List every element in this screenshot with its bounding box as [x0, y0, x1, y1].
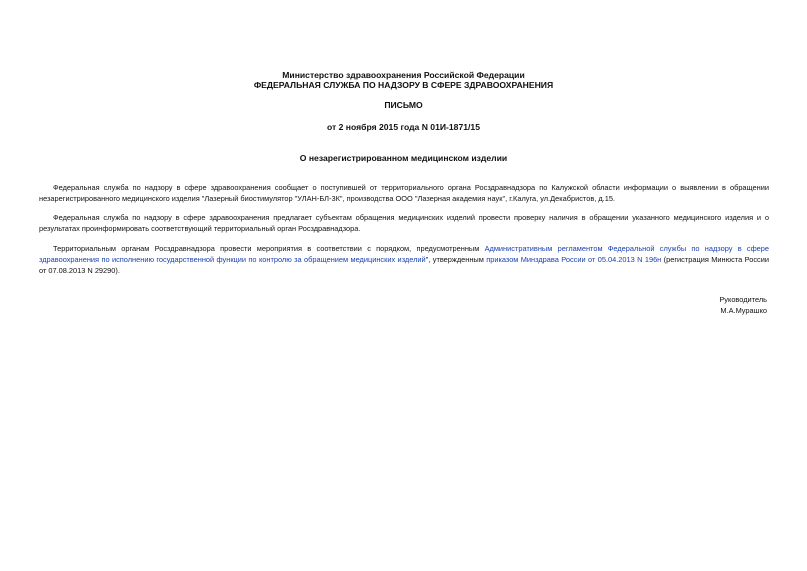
- paragraph-3-text-middle: ", утвержденным: [425, 255, 487, 265]
- signatory-name: М.А.Мурашко: [720, 305, 767, 315]
- document-subject: О незарегистрированном медицинском изделии: [299, 153, 508, 163]
- regulation-link[interactable]: Административным регламентом Федеральной службы по надзору в сфере здравоохранения по исполнению государственной функции по контролю за обращением медицинских изделий: [39, 244, 770, 265]
- service-heading: ФЕДЕРАЛЬНАЯ СЛУЖБА ПО НАДЗОРУ В СФЕРЕ ЗДРАВООХРАНЕНИЯ: [253, 80, 554, 90]
- order-link[interactable]: приказом Минздрава России от 05.04.2013 N 196н: [486, 255, 662, 265]
- signature-block: [719, 295, 767, 316]
- paragraph-3-text-end: (регистрация Минюста России от 07.08.2013 N 29290).: [39, 255, 769, 276]
- ministry-heading: Министерство здравоохранения Российской Федерации: [282, 70, 525, 80]
- body-paragraph-3: [39, 243, 769, 277]
- body-paragraph-2: Федеральная служба по надзору в сфере здравоохранения предлагает субъектам обращения медицинских изделий провести проверку наличия в обращении указанного медицинского изделия и о результатах проинформировать соответствующий территориальный орган Росздравнадзора.: [39, 213, 769, 234]
- paragraph-3-text-start: Территориальным органам Росздравнадзора провести мероприятия в соответствии с порядком, предусмотренным: [53, 244, 485, 253]
- body-paragraph-1: Федеральная служба по надзору в сфере здравоохранения сообщает о поступившей от территориального органа Росздравнадзора по Калужской области информации о выявлении в обращении незарегистрированного медицинского изделия "Лазерный биостимулятор "УЛАН-БЛ-3К", производства ООО "Лазерная академия наук", г.Калуга, ул.Декабристов, д.15.: [39, 183, 769, 204]
- document-type: ПИСЬМО: [384, 100, 423, 110]
- document-date-number: от 2 ноября 2015 года N 01И-1871/15: [327, 122, 480, 132]
- signatory-position: Руководитель: [719, 295, 767, 304]
